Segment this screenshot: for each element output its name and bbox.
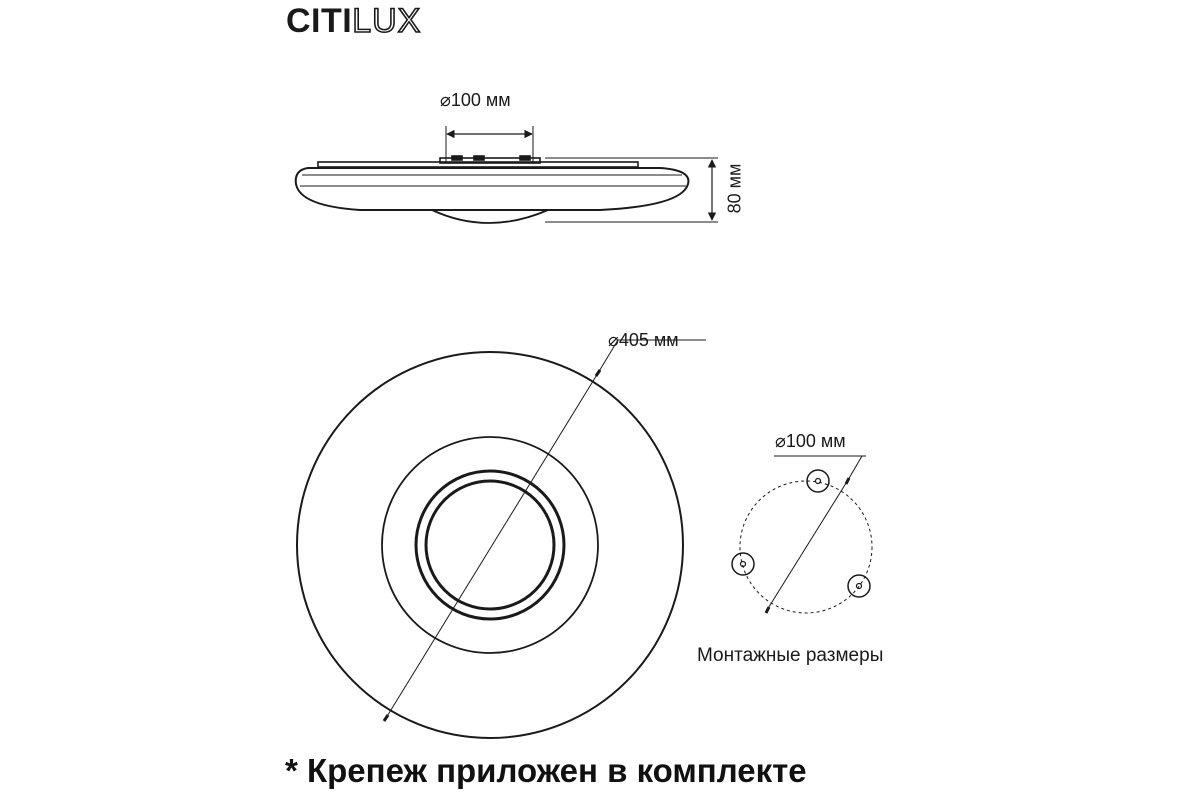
brand-name-part1: CITI [286,2,353,40]
footnote: * Крепеж приложен в комплекте [285,752,807,789]
side-view [296,126,718,223]
mounting-tick-bottom [766,607,769,613]
height-label: 80 мм [724,163,745,214]
outer-diameter-label: ⌀405 мм [608,330,679,350]
outer-ring [297,352,683,738]
base-screw-3 [520,156,530,160]
base-diameter-label: ⌀100 мм [440,90,511,110]
mounting-tick-top [846,478,849,484]
mounting-diameter-line [767,480,848,610]
diameter-tick-top [596,370,600,376]
brand-name-part2: LUX [352,2,422,40]
plan-view [297,340,706,738]
inner-ring-outer [416,471,564,619]
middle-ring [382,437,598,653]
diameter-line [386,373,598,718]
base-screw-2 [474,156,484,160]
base-screw-1 [452,156,462,160]
mounting-hole-2 [732,553,754,575]
mounting-diameter-leader [848,456,862,480]
mounting-view [732,456,872,613]
lamp-body [296,168,689,210]
inner-ring-inner [426,481,554,609]
lamp-dome [432,210,548,223]
mounting-hole-3 [848,575,870,597]
mounting-caption: Монтажные размеры [697,645,884,666]
diameter-tick-bottom [384,715,388,721]
mounting-diameter-label: ⌀100 мм [775,431,846,451]
